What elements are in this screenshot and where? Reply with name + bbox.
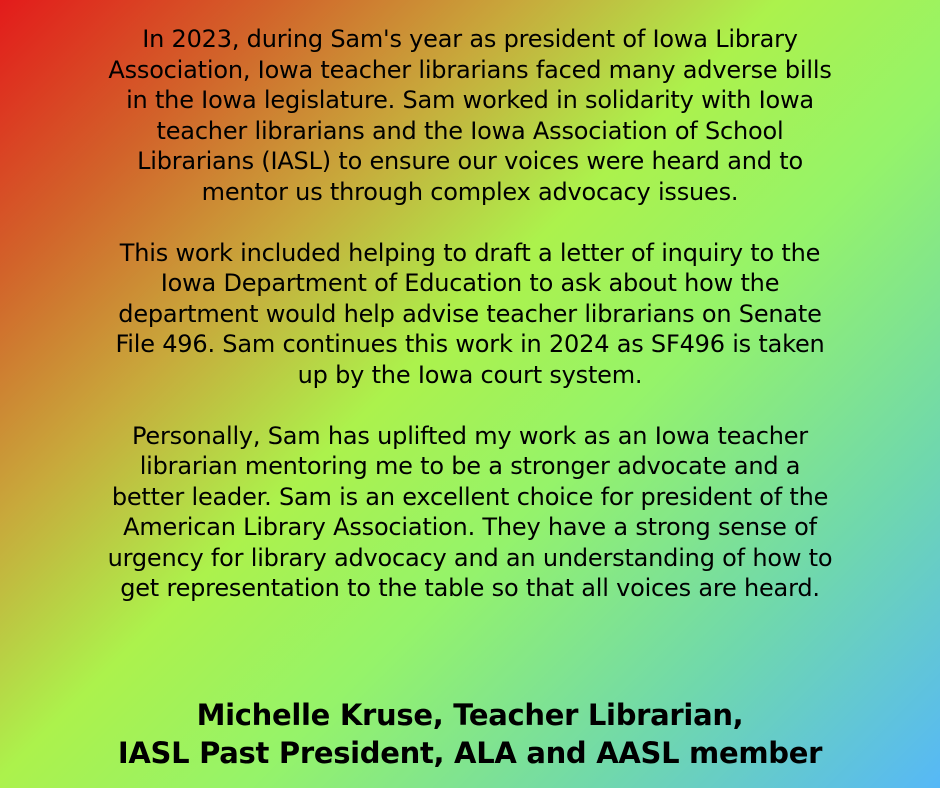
paragraph-letter-of-inquiry: This work included helping to draft a letter of inquiry to the Iowa Department of Education to ask about how the department would help advise teacher librarians on Senate File 496. Sam continues this work in 2024 as SF496 is taken up by the Iowa court system. (115, 238, 825, 389)
paragraph-ila-presidency: In 2023, during Sam's year as president of Iowa Library Association, Iowa teacher librarians faced many adverse bills in the Iowa legislature. Sam worked in solidarity with Iowa teacher librarians and the Iowa Association of School Librarians (IASL) to ensure our voices were heard and to mentor us through complex advocacy issues. (108, 25, 832, 206)
signature-affiliations: IASL Past President, ALA and AASL member (117, 736, 823, 770)
signature-block (20, 696, 920, 772)
signature-name-title: Michelle Kruse, Teacher Librarian, (196, 698, 744, 732)
testimonial-body (20, 24, 920, 604)
paragraph-personal-endorsement: Personally, Sam has uplifted my work as an Iowa teacher librarian mentoring me to be a stronger advocate and a better leader. Sam is an excellent choice for president of the American Library Association. They have a strong sense of urgency for library advocacy and an understanding of how to get representation to the table so that all voices are heard. (107, 421, 833, 602)
